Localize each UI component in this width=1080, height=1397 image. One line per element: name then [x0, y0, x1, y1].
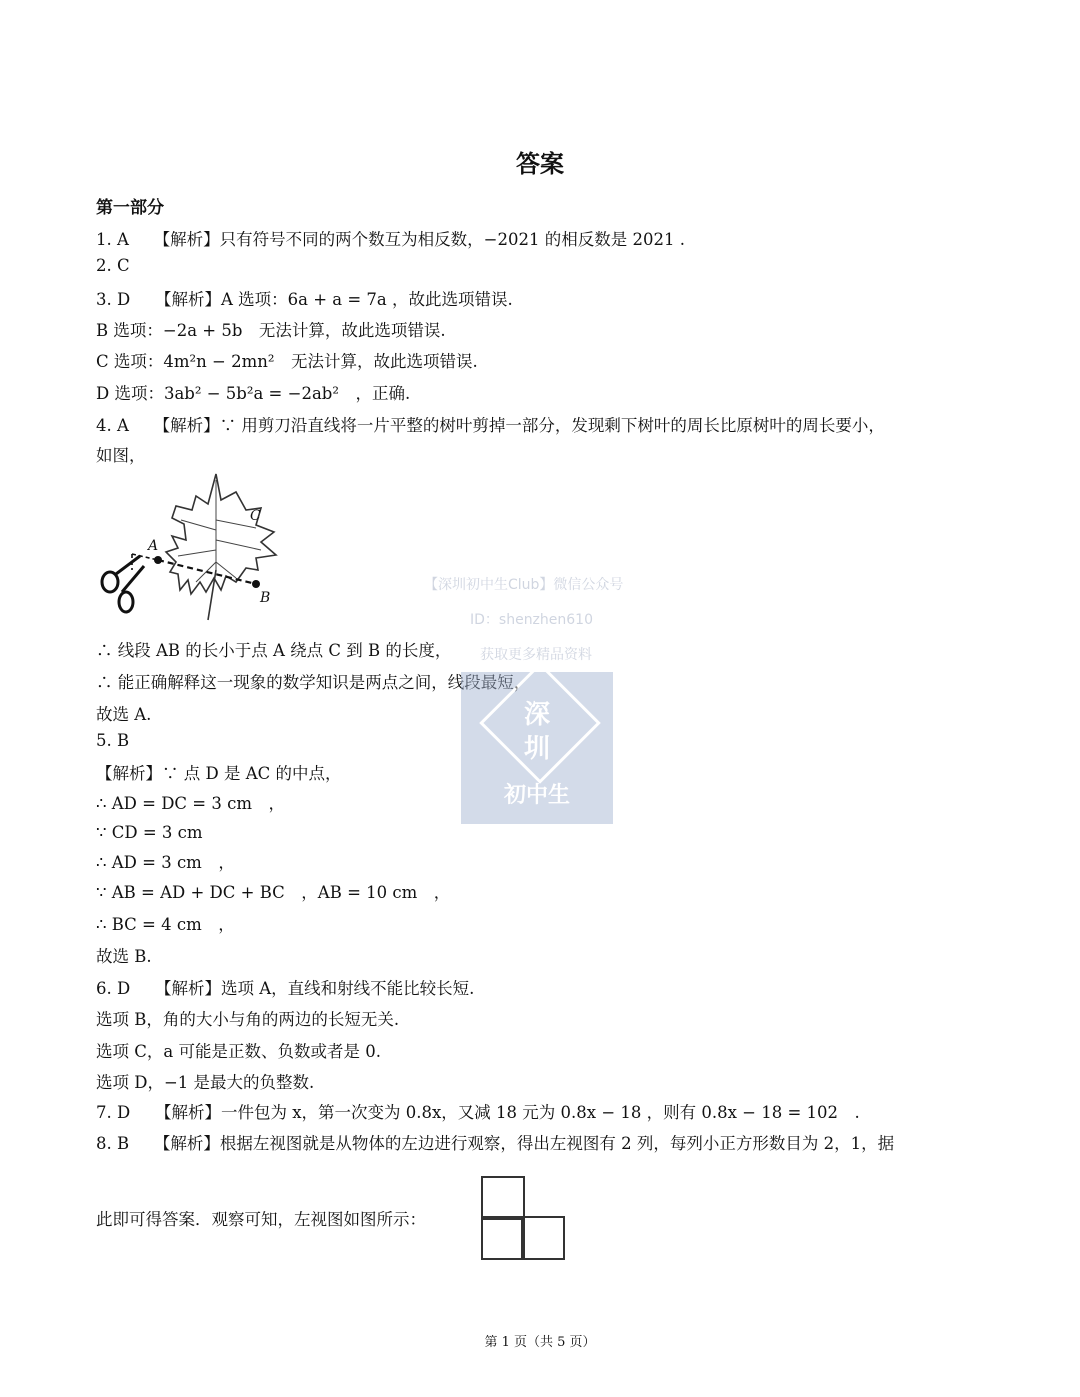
left-view-figure [481, 1176, 567, 1260]
label-b: B [260, 590, 271, 606]
answer-line: 故选 B. [96, 947, 152, 966]
scissors-icon [102, 556, 144, 612]
answer-line: 【解析】∵ 点 D 是 AC 的中点， [96, 764, 342, 783]
cut-bracket [132, 554, 158, 570]
logo-text: 初中生 [503, 783, 570, 808]
leaf-stem [208, 570, 216, 620]
watermark-text: 获取更多精品资料 [480, 647, 592, 663]
answer-line: ∴ AD = 3 cm ， [96, 853, 235, 872]
watermark-text: ID：shenzhen610 [470, 612, 593, 628]
answer-line: 此即可得答案．观察可知，左视图如图所示： [96, 1210, 426, 1229]
answer-line: ∴ 能正确解释这一现象的数学知识是两点之间，线段最短， [96, 673, 531, 692]
answer-line: ∴ BC = 4 cm ， [96, 915, 235, 934]
point-b [252, 580, 260, 588]
answer-line: 选项 C，a 可能是正数、负数或者是 0. [96, 1042, 381, 1061]
logo-char: 圳 [523, 734, 550, 764]
answer-line: 2. C [96, 256, 130, 275]
answer-line: 6. D 【解析】选项 A，直线和射线不能比较长短. [96, 979, 475, 998]
grid-cell [481, 1216, 525, 1260]
label-c: C [250, 508, 261, 524]
grid-cell [521, 1216, 565, 1260]
answer-line: ∴ 线段 AB 的长小于点 A 绕点 C 到 B 的长度， [96, 641, 452, 660]
leaf-scissors-figure [96, 470, 286, 630]
answer-line: 3. D 【解析】A 选项：6a + a = 7a ，故此选项错误. [96, 290, 513, 309]
watermark-logo [461, 672, 613, 824]
answer-line: 7. D 【解析】一件包为 x，第一次变为 0.8x，又减 18 元为 0.8x − 18 ，则有 0.8x − 18 = 102 . [96, 1103, 860, 1122]
answer-line: ∴ AD = DC = 3 cm ， [96, 794, 286, 813]
answer-line: 5. B [96, 731, 130, 750]
answer-line: ∵ AB = AD + DC + BC ，AB = 10 cm ， [96, 883, 451, 902]
answer-line: 8. B 【解析】根据左视图就是从物体的左边进行观察，得出左视图有 2 列，每列小正方形数目为 2，1，据 [96, 1134, 895, 1153]
answer-line: ∵ CD = 3 cm [96, 823, 203, 842]
answer-line: 选项 D，−1 是最大的负整数. [96, 1073, 315, 1092]
answer-line: 选项 B，角的大小与角的两边的长短无关. [96, 1010, 400, 1029]
answer-line: 1. A 【解析】只有符号不同的两个数互为相反数，−2021 的相反数是 2021 . [96, 230, 685, 249]
answer-line: C 选项：4m²n − 2mn² 无法计算，故此选项错误. [96, 352, 478, 371]
point-a [154, 556, 162, 564]
section-heading: 第一部分 [96, 198, 164, 218]
answer-line: D 选项：3ab² − 5b²a = −2ab² ，正确. [96, 384, 411, 403]
grid-cell [481, 1176, 525, 1220]
answer-line: B 选项：−2a + 5b 无法计算，故此选项错误. [96, 321, 446, 340]
page-title: 答案 [516, 150, 564, 178]
answer-line: 4. A 【解析】∵ 用剪刀沿直线将一片平整的树叶剪掉一部分，发现剩下树叶的周长比原树叶的周长要小， [96, 416, 885, 435]
answer-line: 故选 A. [96, 705, 152, 724]
page-footer: 第 1 页（共 5 页） [484, 1335, 596, 1350]
logo-char: 深 [523, 700, 550, 730]
watermark-text: 【深圳初中生Club】微信公众号 [424, 577, 624, 593]
label-a: A [148, 538, 159, 554]
answer-line: 如图， [96, 446, 146, 465]
